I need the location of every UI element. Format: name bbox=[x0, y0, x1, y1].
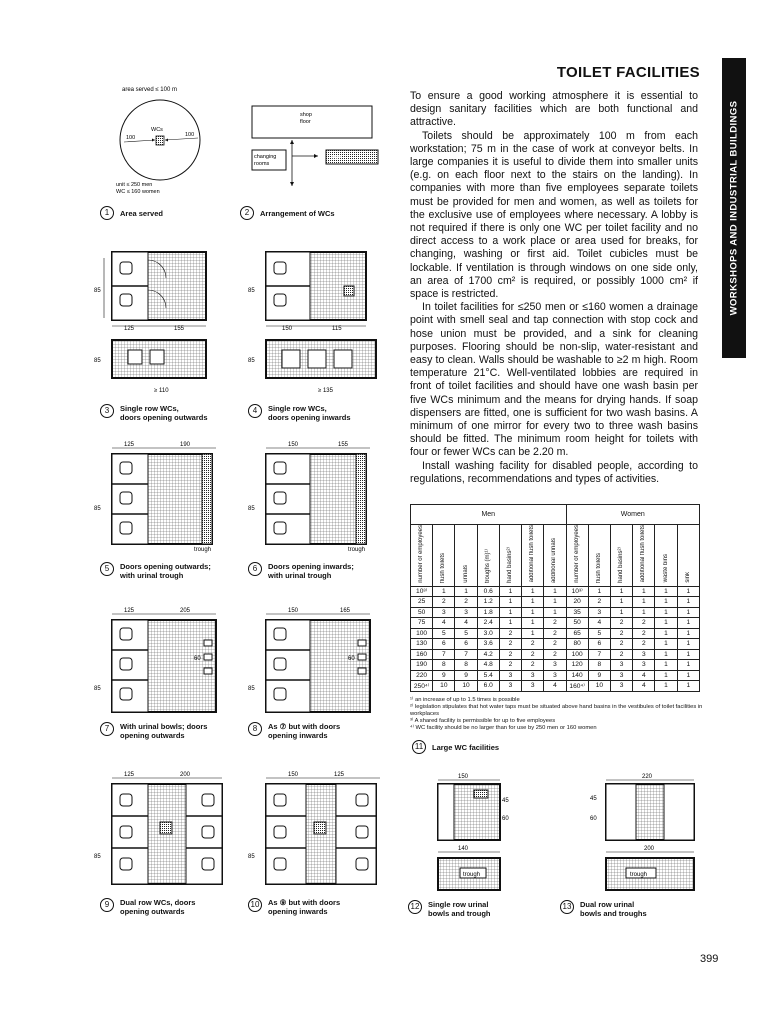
table-cell: 1 bbox=[655, 628, 677, 639]
table-cell: 1 bbox=[633, 607, 655, 618]
table-cell: 4.2 bbox=[477, 649, 499, 660]
table-cell: 4 bbox=[455, 618, 477, 629]
table-cell: 4 bbox=[544, 681, 566, 692]
table-cell: 9 bbox=[455, 670, 477, 681]
table-cell: 2 bbox=[499, 628, 521, 639]
table-cell: 9 bbox=[433, 670, 455, 681]
table-cell: 1 bbox=[677, 607, 699, 618]
table-cell: 1 bbox=[655, 649, 677, 660]
paragraph: Toilets should be approximately 100 m from each workstation; 75 m in the case of work at conveyor belts. In large companies it is useful to divide them into smaller units (e.g. on each floor next to the stairs on the landing). In companies with more than five employees separate toilets must be provided for men and women, as well as toilets for the exclusive use of employees where necessary. A lobby is not required if there is only one WC per toilet facility and no direct access to a work place or area used for breaks, for changing, washing or first aid. Toilet cubicles must be lockable. If ventilation is through windows on one side only, an area of 1700 cm² is required, or possibly 1000 cm² if space is restricted. bbox=[410, 129, 698, 301]
table-cell: 1 bbox=[544, 597, 566, 608]
figure-dual-row-urinals bbox=[590, 770, 700, 895]
table-cell: 2 bbox=[522, 649, 544, 660]
svg-text:165: 165 bbox=[340, 608, 351, 614]
table-cell: 3 bbox=[499, 681, 521, 692]
svg-text:125: 125 bbox=[334, 772, 345, 778]
table-cell: 1 bbox=[655, 670, 677, 681]
table-cell: 1 bbox=[522, 618, 544, 629]
table-cell: 2 bbox=[522, 639, 544, 650]
unit-limit-men: unit ≤ 250 men bbox=[116, 182, 153, 188]
table-cell: 160 bbox=[411, 649, 433, 660]
table-cell: 3 bbox=[610, 670, 632, 681]
figure-number: 2 bbox=[240, 206, 254, 220]
table-cell: 160⁴⁾ bbox=[566, 681, 588, 692]
figure-dual-row-in bbox=[248, 768, 388, 893]
table-cell: 10³⁾ bbox=[411, 586, 433, 597]
table-row bbox=[411, 586, 700, 597]
table-cell: 1 bbox=[499, 618, 521, 629]
table-row bbox=[411, 628, 700, 639]
footnote: ²⁾ legislation stipulates that hot water taps must be situated above hand basins in the vestibules of toilet facilities in workplaces bbox=[410, 704, 703, 717]
svg-text:60: 60 bbox=[348, 656, 355, 662]
table-cell: 1 bbox=[499, 607, 521, 618]
svg-text:150: 150 bbox=[288, 772, 299, 778]
body-text bbox=[410, 90, 698, 486]
column-header: waste bins bbox=[655, 525, 677, 587]
column-header: additional urinals bbox=[544, 525, 566, 587]
figure-single-row-urinals bbox=[428, 770, 528, 895]
svg-text:WC: WC bbox=[332, 156, 342, 162]
column-header: number of employees bbox=[411, 525, 433, 587]
svg-text:trough: trough bbox=[194, 547, 212, 553]
table-cell: 3 bbox=[610, 660, 632, 671]
table-cell: 4 bbox=[588, 618, 610, 629]
table-cell: 8 bbox=[455, 660, 477, 671]
radius-label: 100 bbox=[185, 132, 195, 138]
table-row bbox=[411, 660, 700, 671]
svg-text:85: 85 bbox=[94, 506, 101, 512]
table-cell: 4 bbox=[633, 670, 655, 681]
table-cell: 1 bbox=[655, 597, 677, 608]
column-header: additional flush toilets bbox=[633, 525, 655, 587]
svg-text:85: 85 bbox=[94, 854, 101, 860]
svg-text:150: 150 bbox=[288, 608, 299, 614]
footnote: ¹⁾ an increase of up to 1.5 times is possible bbox=[410, 697, 520, 703]
svg-text:85: 85 bbox=[248, 854, 255, 860]
table-cell: 1 bbox=[655, 618, 677, 629]
table-cell: 130 bbox=[411, 639, 433, 650]
svg-text:85: 85 bbox=[248, 358, 255, 364]
table-cell: 4 bbox=[633, 681, 655, 692]
figure-number: 1 bbox=[100, 206, 114, 220]
table-cell: 50 bbox=[411, 607, 433, 618]
paragraph: Install washing facility for disabled people, according to regulations, recommendations and types of activities. bbox=[410, 459, 698, 485]
svg-text:85: 85 bbox=[94, 288, 101, 294]
table-cell: 1 bbox=[610, 597, 632, 608]
table-cell: 1 bbox=[499, 586, 521, 597]
footnote: ⁴⁾ WC facility should be no larger than for use by 250 men or 160 women bbox=[410, 725, 597, 731]
facilities-table bbox=[410, 504, 700, 692]
svg-text:155: 155 bbox=[338, 442, 349, 448]
table-cell: 3 bbox=[633, 660, 655, 671]
svg-text:85: 85 bbox=[248, 288, 255, 294]
table-cell: 1 bbox=[677, 649, 699, 660]
svg-text:125: 125 bbox=[124, 772, 135, 778]
column-header: flush toilets bbox=[588, 525, 610, 587]
table-cell: 2 bbox=[544, 628, 566, 639]
table-cell: 2 bbox=[610, 618, 632, 629]
figure-urinal-bowls-in bbox=[248, 604, 388, 719]
table-cell: 250⁴⁾ bbox=[411, 681, 433, 692]
table-cell: 3 bbox=[610, 681, 632, 692]
table-cell: 8 bbox=[588, 660, 610, 671]
table-cell: 7 bbox=[433, 649, 455, 660]
column-header: urinals bbox=[455, 525, 477, 587]
svg-text:125: 125 bbox=[124, 608, 135, 614]
table-cell: 3 bbox=[522, 670, 544, 681]
table-cell: 2 bbox=[499, 649, 521, 660]
table-cell: 2 bbox=[499, 639, 521, 650]
table-cell: 1 bbox=[677, 628, 699, 639]
table-cell: 1 bbox=[522, 586, 544, 597]
table-cell: 2 bbox=[522, 660, 544, 671]
footnotes bbox=[410, 697, 705, 732]
table-cell: 8 bbox=[433, 660, 455, 671]
table-cell: 3 bbox=[544, 670, 566, 681]
table-cell: 9 bbox=[588, 670, 610, 681]
svg-text:85: 85 bbox=[248, 686, 255, 692]
table-cell: 1 bbox=[655, 681, 677, 692]
table-cell: 3 bbox=[544, 660, 566, 671]
figure-dual-row-out bbox=[94, 768, 229, 893]
table-cell: 1 bbox=[677, 597, 699, 608]
svg-text:85: 85 bbox=[94, 686, 101, 692]
table-cell: 1 bbox=[655, 607, 677, 618]
table-cell: 1 bbox=[677, 586, 699, 597]
table-cell: 2 bbox=[610, 628, 632, 639]
table-cell: 220 bbox=[411, 670, 433, 681]
svg-text:45: 45 bbox=[590, 796, 597, 802]
table-cell: 1 bbox=[677, 618, 699, 629]
svg-text:125: 125 bbox=[124, 442, 135, 448]
table-cell: 1 bbox=[522, 597, 544, 608]
svg-text:85: 85 bbox=[248, 506, 255, 512]
table-row bbox=[411, 649, 700, 660]
table-cell: 3 bbox=[633, 649, 655, 660]
table-cell: 6 bbox=[455, 639, 477, 650]
svg-text:≥ 135: ≥ 135 bbox=[318, 388, 333, 394]
table-cell: 1 bbox=[522, 607, 544, 618]
section-tab-label: WORKSHOPS AND INDUSTRIAL BUILDINGS bbox=[728, 100, 740, 316]
svg-text:trough: trough bbox=[348, 547, 366, 553]
figure-number: 3 bbox=[100, 404, 114, 418]
table-cell: 1 bbox=[677, 670, 699, 681]
table-cell: 35 bbox=[566, 607, 588, 618]
figure-number: 12 bbox=[408, 900, 422, 914]
table-cell: 1 bbox=[677, 639, 699, 650]
table-row bbox=[411, 670, 700, 681]
table-cell: 2 bbox=[544, 618, 566, 629]
table-cell: 7 bbox=[455, 649, 477, 660]
svg-text:floor: floor bbox=[300, 119, 311, 125]
table-cell: 1 bbox=[633, 597, 655, 608]
table-cell: 6 bbox=[433, 639, 455, 650]
table-cell: 100 bbox=[411, 628, 433, 639]
table-cell: 1 bbox=[655, 660, 677, 671]
column-header: troughs (m)¹⁾ bbox=[477, 525, 499, 587]
table-cell: 10³⁾ bbox=[566, 586, 588, 597]
svg-text:150: 150 bbox=[282, 326, 293, 332]
figure-trough-out bbox=[94, 438, 224, 553]
svg-text:trough: trough bbox=[463, 872, 481, 878]
footnote: ³⁾ A shared facility is permissible for up to five employees bbox=[410, 718, 556, 724]
page-title: TOILET FACILITIES bbox=[556, 64, 700, 81]
svg-text:140: 140 bbox=[458, 846, 469, 852]
table-cell: 2.4 bbox=[477, 618, 499, 629]
table-cell: 6 bbox=[588, 639, 610, 650]
table-cell: 100 bbox=[566, 649, 588, 660]
radius-label: 100 bbox=[126, 135, 136, 141]
table-row bbox=[411, 639, 700, 650]
table-cell: 3.0 bbox=[477, 628, 499, 639]
table-cell: 2 bbox=[610, 639, 632, 650]
table-cell: 10 bbox=[455, 681, 477, 692]
men-header: Men bbox=[411, 505, 567, 525]
table-cell: 1 bbox=[455, 586, 477, 597]
wcs-label: WCs bbox=[151, 127, 163, 133]
table-cell: 20 bbox=[566, 597, 588, 608]
area-label: area served ≤ 100 m bbox=[122, 87, 177, 93]
table-row bbox=[411, 597, 700, 608]
table-cell: 1 bbox=[588, 586, 610, 597]
svg-text:45: 45 bbox=[502, 798, 509, 804]
table-cell: 140 bbox=[566, 670, 588, 681]
table-cell: 2 bbox=[455, 597, 477, 608]
table-cell: 1 bbox=[610, 586, 632, 597]
table-row bbox=[411, 618, 700, 629]
table-cell: 2 bbox=[588, 597, 610, 608]
table-cell: 5 bbox=[433, 628, 455, 639]
svg-text:rooms: rooms bbox=[254, 161, 270, 167]
table-row bbox=[411, 681, 700, 692]
svg-text:205: 205 bbox=[180, 608, 191, 614]
svg-text:115: 115 bbox=[332, 326, 342, 332]
figure-number: 6 bbox=[248, 562, 262, 576]
table-cell: 120 bbox=[566, 660, 588, 671]
table-cell: 10 bbox=[433, 681, 455, 692]
table-cell: 5 bbox=[588, 628, 610, 639]
svg-text:150: 150 bbox=[458, 774, 469, 780]
figure-number: 8 bbox=[248, 722, 262, 736]
figure-single-row-in bbox=[248, 248, 388, 398]
paragraph: In toilet facilities for ≤250 men or ≤160 women a drainage point with smell seal and tap connection with stop cock and hose union must be provided, and a sink for cleaning purposes. Flooring should be non-slip, water-resistant and easy to clean. Walls should be washable to ≥2 m high. Room temperature 21°C. Well-ventilated lobbies are required in front of toilet facilities and should have one wash basin per five WCs minimum and the means for drying hands. If soap dispensers are fitted, one is sufficient for two wash basins. A minimum of one mirror for every two to three wash basins should be fitted. The minimum room height for toilets with four or fewer WCs can be 2.20 m. bbox=[410, 301, 698, 459]
table-cell: 3 bbox=[588, 607, 610, 618]
table-cell: 3 bbox=[522, 681, 544, 692]
svg-text:155: 155 bbox=[174, 326, 185, 332]
table-cell: 1 bbox=[655, 639, 677, 650]
table-cell: 1 bbox=[544, 607, 566, 618]
table-cell: 2 bbox=[544, 649, 566, 660]
table-cell: 25 bbox=[411, 597, 433, 608]
figure-area-served bbox=[110, 84, 220, 194]
svg-text:200: 200 bbox=[644, 846, 655, 852]
table-cell: 2 bbox=[544, 639, 566, 650]
page-number: 399 bbox=[700, 953, 719, 965]
table-cell: 75 bbox=[411, 618, 433, 629]
paragraph: To ensure a good working atmosphere it is essential to design sanitary facilities which are both functional and attractive. bbox=[410, 90, 698, 129]
figure-number: 11 bbox=[412, 740, 426, 754]
table-cell: 10 bbox=[588, 681, 610, 692]
svg-text:125: 125 bbox=[124, 326, 135, 332]
svg-text:≥ 110: ≥ 110 bbox=[154, 388, 169, 394]
table-cell: 2 bbox=[633, 639, 655, 650]
table-cell: 1 bbox=[499, 597, 521, 608]
table-cell: 1.2 bbox=[477, 597, 499, 608]
figure-number: 10 bbox=[248, 898, 262, 912]
table-cell: 1 bbox=[522, 628, 544, 639]
svg-text:220: 220 bbox=[642, 774, 653, 780]
svg-text:190: 190 bbox=[180, 442, 191, 448]
svg-text:changing: changing bbox=[254, 154, 277, 160]
table-cell: 2 bbox=[499, 660, 521, 671]
table-cell: 1 bbox=[633, 586, 655, 597]
column-header: hand basins²⁾ bbox=[610, 525, 632, 587]
figure-number: 9 bbox=[100, 898, 114, 912]
svg-text:200: 200 bbox=[180, 772, 191, 778]
table-cell: 2 bbox=[633, 628, 655, 639]
figure-number: 4 bbox=[248, 404, 262, 418]
figure-arrangement-wcs bbox=[248, 100, 388, 190]
table-cell: 3 bbox=[433, 607, 455, 618]
column-header: additional flush toilets bbox=[522, 525, 544, 587]
table-cell: 80 bbox=[566, 639, 588, 650]
column-header: number of employees bbox=[566, 525, 588, 587]
figure-urinal-bowls-out bbox=[94, 604, 224, 719]
table-cell: 2 bbox=[633, 618, 655, 629]
table-cell: 1 bbox=[544, 586, 566, 597]
table-cell: 1 bbox=[677, 681, 699, 692]
table-row bbox=[411, 607, 700, 618]
table-cell: 4.8 bbox=[477, 660, 499, 671]
column-header: hand basins²⁾ bbox=[499, 525, 521, 587]
svg-text:60: 60 bbox=[194, 656, 201, 662]
table-cell: 190 bbox=[411, 660, 433, 671]
svg-text:60: 60 bbox=[502, 816, 509, 822]
figure-number: 5 bbox=[100, 562, 114, 576]
table-cell: 1 bbox=[433, 586, 455, 597]
svg-text:trough: trough bbox=[630, 872, 648, 878]
column-header: sink bbox=[677, 525, 699, 587]
table-cell: 2 bbox=[610, 649, 632, 660]
table-cell: 1 bbox=[610, 607, 632, 618]
figure-number: 13 bbox=[560, 900, 574, 914]
table-cell: 1 bbox=[655, 586, 677, 597]
table-cell: 1 bbox=[677, 660, 699, 671]
svg-text:85: 85 bbox=[94, 358, 101, 364]
women-header: Women bbox=[566, 505, 699, 525]
table-cell: 7 bbox=[588, 649, 610, 660]
table-cell: 4 bbox=[433, 618, 455, 629]
section-tab bbox=[722, 58, 746, 358]
table-cell: 0.6 bbox=[477, 586, 499, 597]
svg-text:60: 60 bbox=[590, 816, 597, 822]
svg-text:150: 150 bbox=[288, 442, 299, 448]
unit-limit-women: WC ≤ 160 women bbox=[116, 189, 160, 195]
table-cell: 5.4 bbox=[477, 670, 499, 681]
table-cell: 2 bbox=[433, 597, 455, 608]
table-cell: 6.0 bbox=[477, 681, 499, 692]
table-cell: 50 bbox=[566, 618, 588, 629]
table-cell: 3 bbox=[499, 670, 521, 681]
table-cell: 5 bbox=[455, 628, 477, 639]
table-cell: 1.8 bbox=[477, 607, 499, 618]
table-cell: 65 bbox=[566, 628, 588, 639]
figure-number: 7 bbox=[100, 722, 114, 736]
figure-single-row-out bbox=[94, 248, 224, 398]
table-cell: 3.6 bbox=[477, 639, 499, 650]
figure-trough-in bbox=[248, 438, 388, 553]
column-header: flush toilets bbox=[433, 525, 455, 587]
svg-text:shop: shop bbox=[300, 112, 312, 118]
table-cell: 3 bbox=[455, 607, 477, 618]
